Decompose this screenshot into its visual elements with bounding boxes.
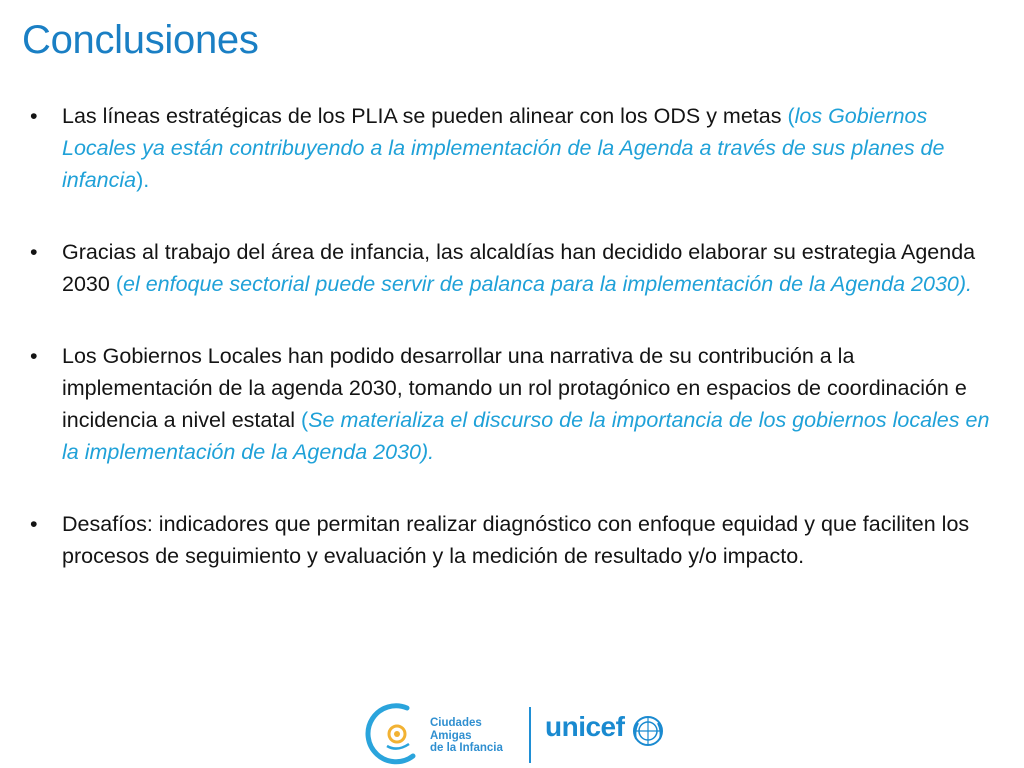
cai-line: de la Infancia bbox=[430, 742, 503, 754]
bullet-marker: • bbox=[30, 344, 38, 368]
bullet-paren-close: ). bbox=[136, 168, 150, 192]
bullet-item bbox=[30, 236, 1005, 300]
bullet-text: Gracias al trabajo del área de infancia, las alcaldías han decidido elaborar su estrategia Agenda 2030 bbox=[62, 240, 976, 296]
bullet-item bbox=[30, 508, 1005, 572]
unicef-wordmark: unicef bbox=[545, 711, 625, 742]
ciudades-amigas-wordmark bbox=[430, 717, 503, 755]
bullet-text: Las líneas estratégicas de los PLIA se pueden alinear con los ODS y metas bbox=[62, 104, 788, 128]
bullet-marker: • bbox=[30, 512, 38, 536]
ciudades-amigas-logo-icon bbox=[363, 700, 423, 766]
bullet-text: Desafíos: indicadores que permitan realizar diagnóstico con enfoque equidad y que faciliten los procesos de seguimiento y evaluación y la medición de resultado y/o impacto. bbox=[62, 512, 970, 568]
bullet-marker: • bbox=[30, 240, 38, 264]
bullet-list bbox=[30, 100, 1005, 612]
bullet-paren-open: ( bbox=[301, 408, 309, 432]
unicef-emblem-icon bbox=[630, 713, 666, 749]
bullet-paren-open: ( bbox=[115, 272, 123, 296]
bullet-highlight: Se materializa el discurso de la importancia de los gobiernos locales en la implementación de la Agenda 2030). bbox=[62, 408, 990, 464]
bullet-item bbox=[30, 100, 1005, 196]
slide-title: Conclusiones bbox=[22, 18, 259, 62]
bullet-highlight: los Gobiernos Locales ya están contribuyendo a la implementación de la Agenda a través de sus planes de infancia bbox=[62, 104, 945, 192]
bullet-paren-open: ( bbox=[787, 104, 795, 128]
cai-line: Ciudades bbox=[430, 717, 482, 729]
bullet-item bbox=[30, 340, 1005, 468]
bullet-text: Los Gobiernos Locales han podido desarrollar una narrativa de su contribución a la implementación de la agenda 2030, tomando un rol protagónico en espacios de coordinación e incidencia a nivel estatal bbox=[62, 344, 967, 432]
bullet-marker: • bbox=[30, 104, 38, 128]
cai-line: Amigas bbox=[430, 729, 472, 742]
footer-logos bbox=[0, 695, 1024, 768]
bullet-highlight: el enfoque sectorial puede servir de palanca para la implementación de la Agenda 2030). bbox=[122, 272, 972, 296]
logo-divider bbox=[529, 707, 531, 763]
